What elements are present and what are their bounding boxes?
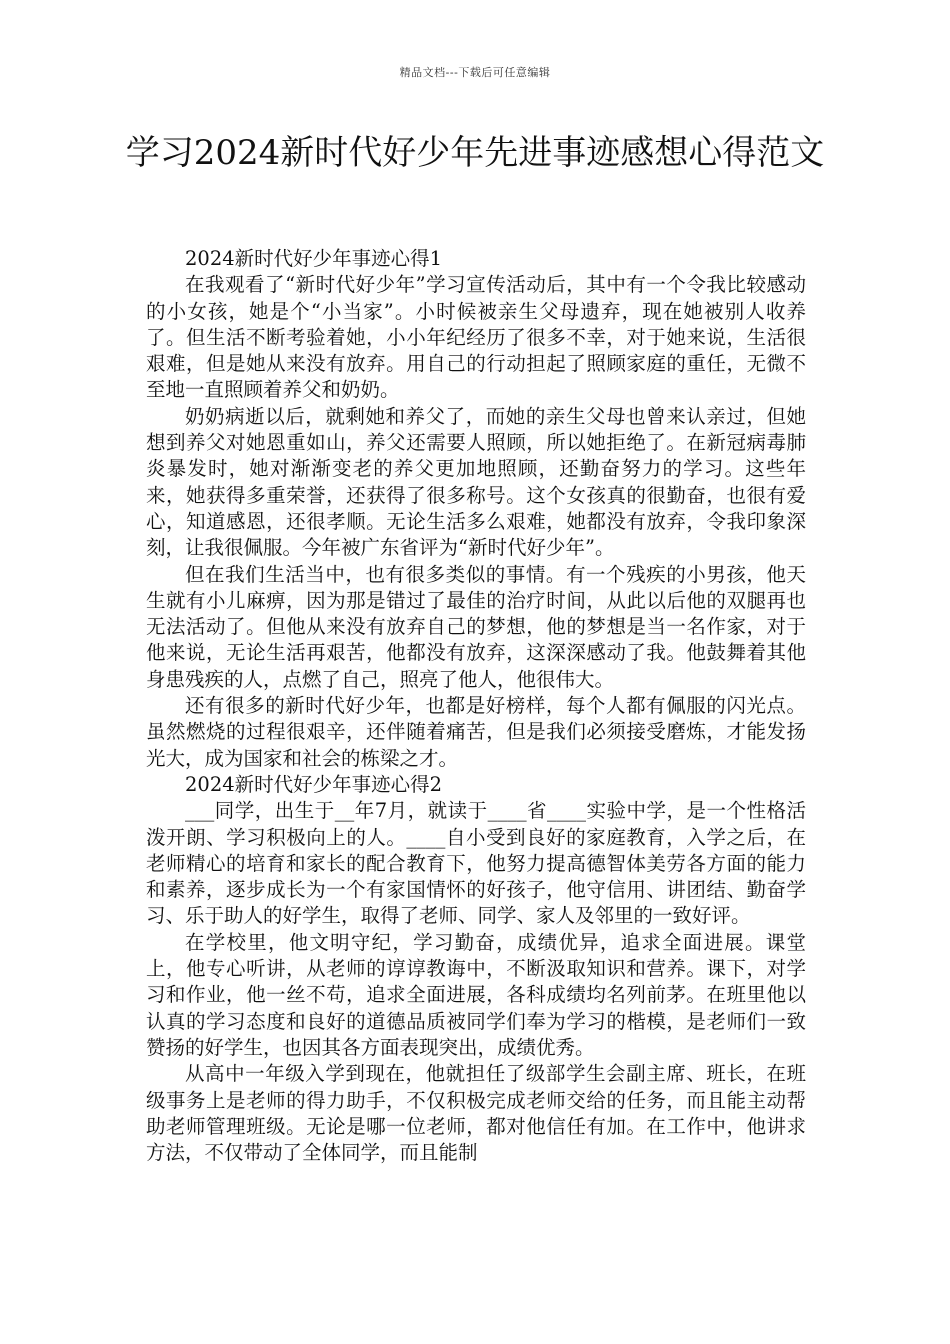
body-paragraph: 奶奶病逝以后，就剩她和养父了，而她的亲生父母也曾来认亲过，但她想到养父对她恩重如山，养父还需要人照顾，所以她拒绝了。在新冠病毒肺炎暴发时，她对渐渐变老的养父更加地照顾，还勤奋努力的学习。这些年来，她获得多重荣誉，还获得了很多称号。这个女孩真的很勤奋，也很有爱心，知道感恩，还很孝顺。无论生活多么艰难，她都没有放弃，令我印象深刻，让我很佩服。今年被广东省评为“新时代好少年”。 [146,404,806,560]
body-paragraph: ___同学，出生于__年7月，就读于____省____实验中学，是一个性格活泼开朗、学习积极向上的人。____自小受到良好的家庭教育，入学之后，在老师精心的培育和家长的配合教育下，他努力提高德智体美劳各方面的能力和素养，逐步成长为一个有家国情怀的好孩子，他守信用、讲团结、勤奋学习、乐于助人的好学生，取得了老师、同学、家人及邻里的一致好评。 [146,799,806,928]
document-title: 学习2024新时代好少年先进事迹感想心得范文 [125,133,825,173]
document-body [146,246,806,1166]
section-heading-1: 2024新时代好少年事迹心得1 [185,247,443,270]
body-paragraph: 从高中一年级入学到现在，他就担任了级部学生会副主席、班长，在班级事务上是老师的得力助手，不仅积极完成老师交给的任务，而且能主动帮助老师管理班级。无论是哪一位老师，都对他信任有加。在工作中，他讲求方法，不仅带动了全体同学，而且能制 [146,1062,806,1165]
body-paragraph: 还有很多的新时代好少年，也都是好榜样，每个人都有佩服的闪光点。虽然燃烧的过程很艰辛，还伴随着痛苦，但是我们必须接受磨炼，才能发扬光大，成为国家和社会的栋梁之才。 [146,694,806,770]
body-paragraph: 在我观看了“新时代好少年”学习宣传活动后，其中有一个令我比较感动的小女孩，她是个“小当家”。小时候被亲生父母遗弃，现在她被别人收养了。但生活不断考验着她，小小年纪经历了很多不幸，对于她来说，生活很艰难，但是她从来没有放弃。用自己的行动担起了照顾家庭的重任，无微不至地一直照顾着养父和奶奶。 [146,273,806,402]
body-paragraph: 但在我们生活当中，也有很多类似的事情。有一个残疾的小男孩，他天生就有小儿麻痹，因为那是错过了最佳的治疗时间，从此以后他的双腿再也无法活动了。但他从来没有放弃自己的梦想，他的梦想是当一名作家，对于他来说，无论生活再艰苦，他都没有放弃，这深深感动了我。他鼓舞着其他身患残疾的人，点燃了自己，照亮了他人，他很伟大。 [146,562,806,691]
section-heading-2: 2024新时代好少年事迹心得2 [185,772,443,796]
page-header: 精品文档---下载后可任意编辑 [399,66,551,79]
body-paragraph: 在学校里，他文明守纪，学习勤奋，成绩优异，追求全面进展。课堂上，他专心听讲，从老师的谆谆教诲中，不断汲取知识和营养。课下，对学习和作业，他一丝不苟，追求全面进展，各科成绩均名列前茅。在班里他以认真的学习态度和良好的道德品质被同学们奉为学习的楷模，是老师们一致赞扬的好学生，也因其各方面表现突出，成绩优秀。 [146,930,806,1059]
